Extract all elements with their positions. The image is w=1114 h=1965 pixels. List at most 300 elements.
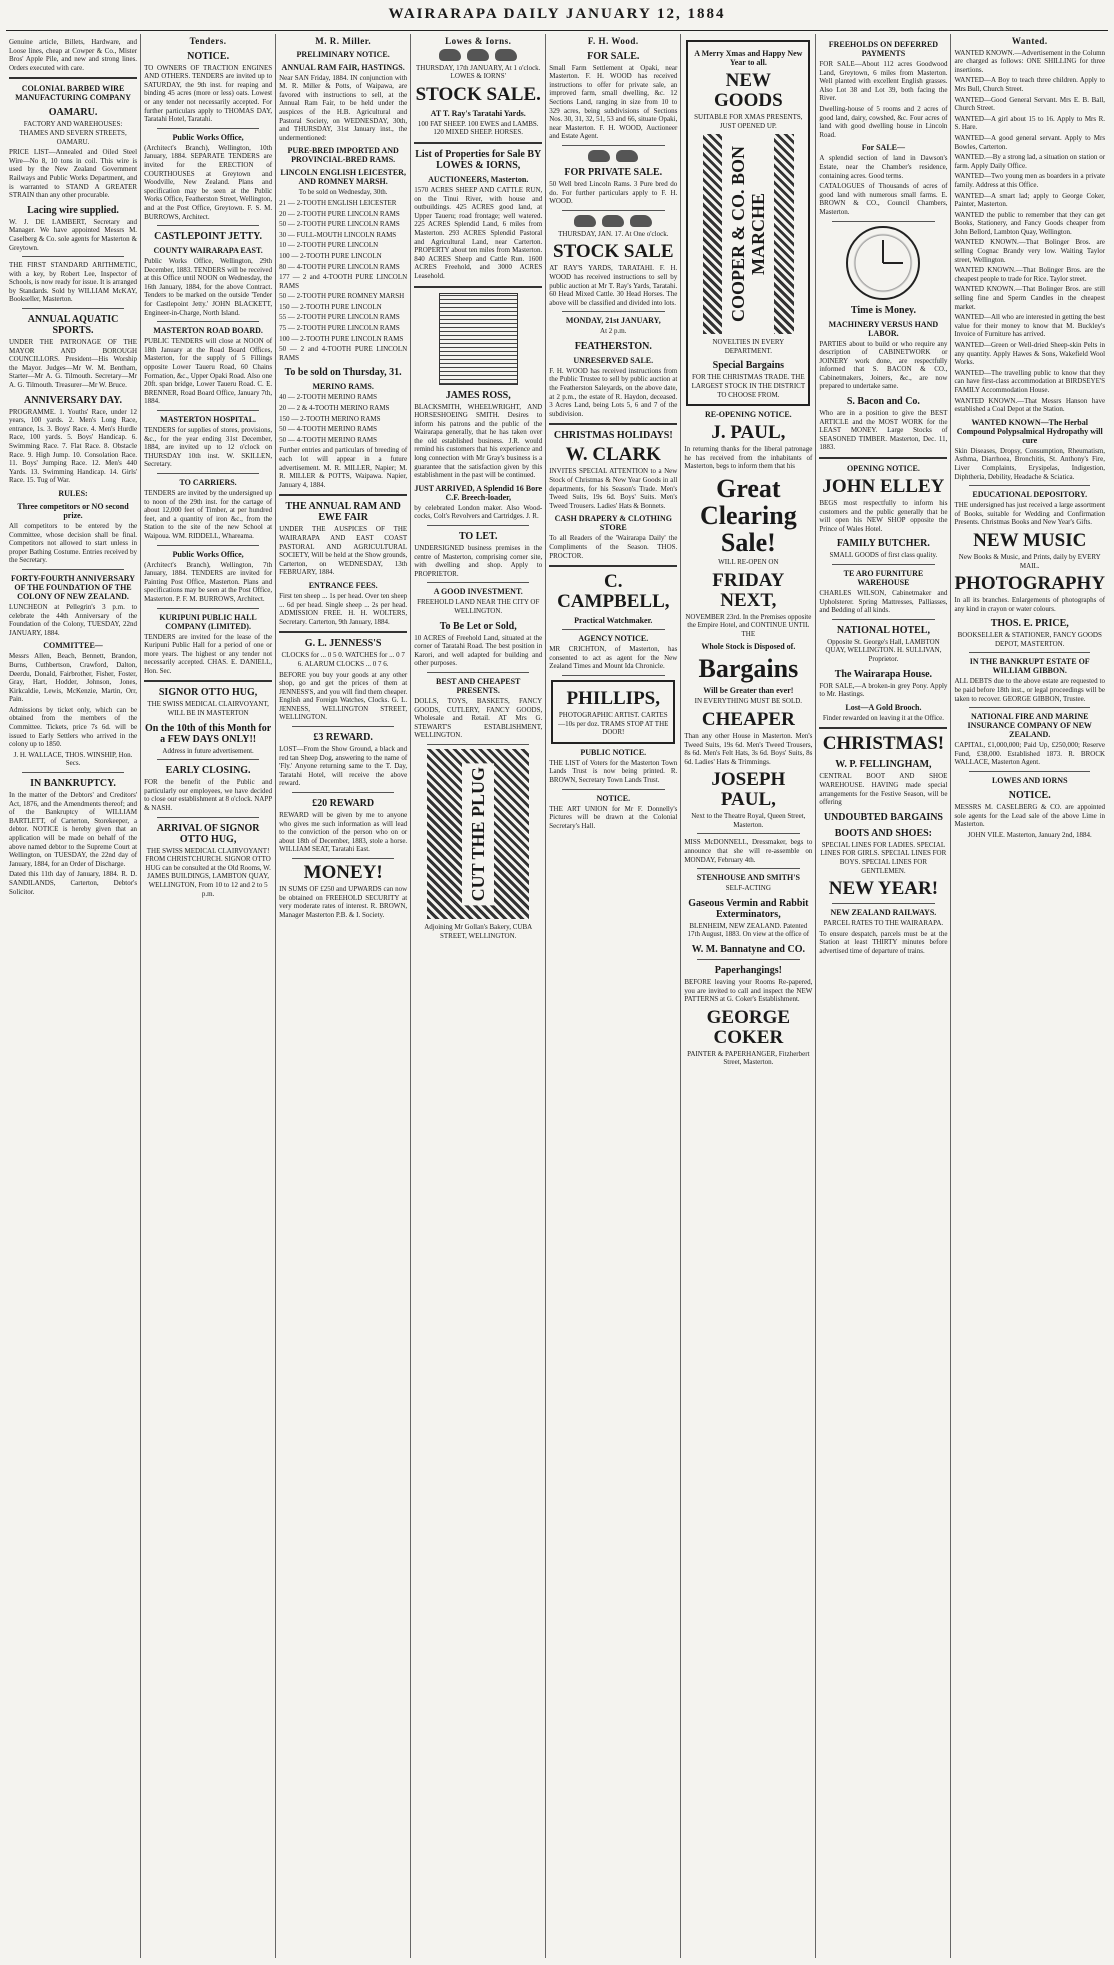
herbal-compound-heading: WANTED KNOWN—The Herbal Compound Polypsalmical Hydropathy will cure — [956, 417, 1103, 445]
agency-text: MR CRICHTON, of Masterton, has consented to act as agent for the New Zealand Times and Mount Ida Chronicle. — [549, 645, 678, 671]
lot-item: 50 — 4-TOOTH MERINO RAMS — [279, 425, 377, 434]
divider — [414, 286, 542, 288]
elley-text: BEGS most respectfully to inform his customers and the public generally that he will open his NEW SHOP opposite the Prince of Wales Hotel. — [819, 499, 948, 533]
merry-xmas-heading: A Merry Xmas and Happy New Year to all. — [694, 49, 803, 67]
kuripuni-text: TENDERS are invited for the lease of the Kuripuni Public Hall for a period of one or more years. The highest or any tender not necessarily accepted. CHAS. E. DANIELL, Hon. Sec. — [144, 632, 273, 675]
competitors-heading: Three competitors or NO second prize. — [17, 501, 129, 520]
admission-text: Admissions by ticket only, which can be obtained from the members of the Committee. Tickets, price 7s 6d. will be issued to Early Settlers who arrived in the colony up to 1850. — [9, 705, 138, 749]
jenness-text: BEFORE you buy your goods at any other shop, go and get the prices of them at JENNESS'S, and you will find them cheaper. English and Foreign Watches, Clocks. G. L. JENNESS, WELLINGTON STREET, WELLINGTON. — [279, 670, 408, 722]
money-heading: MONEY! — [303, 862, 383, 883]
otto-hug-heading: SIGNOR OTTO HUG, — [158, 687, 258, 699]
wednesday-text: To be sold on Wednesday, 30th. — [298, 188, 388, 197]
coker-text: PAINTER & PAPERHANGER, Fitzherbert Street, Masterton. — [687, 1049, 810, 1067]
lot-item: 150 — 2-TOOTH PURE LINCOLN — [279, 302, 382, 311]
divider — [157, 225, 259, 226]
time-text: At 2 p.m. — [600, 327, 627, 336]
freeholds-heading: FREEHOLDS ON DEFERRED PAYMENTS — [828, 40, 939, 58]
stock-sale-heading: STOCK SALE. — [415, 83, 541, 105]
christmas-trade-text: FOR THE CHRISTMAS TRADE. THE LARGEST STOCK IN THE DISTRICT TO CHOOSE FROM. — [691, 373, 806, 399]
unreserved-heading: UNRESERVED SALE. — [573, 355, 654, 365]
voters-text: THE LIST of Voters for the Masterton Town Lands Trust is now being printed. R. BROWN, Secretary Town Lands Trust. — [549, 758, 678, 784]
barbed-wire-heading: COLONIAL BARBED WIRE MANUFACTURING COMPANY — [15, 84, 131, 103]
joseph-paul-heading: JOSEPH PAUL, — [711, 769, 786, 811]
factory-text: FACTORY AND WAREHOUSES: THAMES AND SEVERN STREETS, OAMARU. — [19, 120, 127, 146]
ram-fair-heading: ANNUAL RAM FAIR, HASTINGS. — [281, 62, 405, 72]
reward-20-heading: £20 REWARD — [312, 798, 375, 810]
livestock-illustration — [414, 49, 542, 61]
te-aro-heading: TE ARO FURNITURE WAREHOUSE — [843, 569, 924, 587]
divider — [819, 457, 947, 459]
divider — [969, 485, 1090, 486]
greater-than-ever-heading: Will be Greater than ever! — [703, 686, 794, 696]
masthead: WAIRARAPA DAILY JANUARY 12, 1884 — [388, 6, 726, 22]
private-sale-heading: FOR PRIVATE SALE. — [564, 166, 663, 178]
wanted-item: WANTED the public to remember that they can get Books, Stationery, and Fancy Goods cheaper from John Bellord, Lambton Quay, Wellington. — [954, 210, 1106, 236]
friday-next-heading: FRIDAY NEXT, — [712, 569, 785, 611]
sale-date-text: THURSDAY, 17th JANUARY, At 1 o'clock. LOWES & IORNS' — [416, 63, 541, 81]
wanted-item: WANTED—Good General Servant. Mrs E. B. Ball, Church Street. — [954, 95, 1106, 113]
road-board-heading: MASTERTON ROAD BOARD. — [153, 326, 263, 336]
public-works-heading: Public Works Office, — [172, 132, 244, 142]
undoubted-bargains-heading: UNDOUBTED BARGAINS — [823, 811, 943, 823]
presents-text: DOLLS, TOYS, BASKETS, FANCY GOODS, CUTLERY, FANCY GOODS, Wholesale and Retail. AT Mrs G. STEWART'S ESTABLISHMENT, WELLINGTON. — [414, 696, 543, 740]
charles-wilson-text: CHARLES WILSON, Cabinetmaker and Upholsterer. Spring Mattresses, Palliasses, and Bedding of all kinds. — [819, 589, 948, 615]
for-sale-heading: FOR SALE. — [587, 50, 640, 62]
gold-brooch-heading: Lost—A Gold Brooch. — [845, 702, 922, 712]
anniversary-day-heading: ANNIVERSARY DAY. — [24, 394, 123, 406]
special-lines-text: SPECIAL LINES FOR LADIES. SPECIAL LINES FOR GIRLS. SPECIAL LINES FOR BOYS. SPECIAL LINES FOR GENTLEMEN. — [820, 840, 947, 875]
divider — [292, 726, 394, 727]
arithmetic-ad: THE FIRST STANDARD ARITHMETIC, with a key, by Robert Lee, Inspector of Schools, is now ready for issue. It is arranged by Standards. Sold by WILLIAM McKAY, Bookseller, Masterton. — [9, 261, 138, 304]
grey-pony-text: FOR SALE,—A broken-in grey Pony. Apply to Mr. Hastings. — [819, 681, 948, 699]
music-text: New Books & Music, and Prints, daily by EVERY MAIL. — [958, 552, 1101, 570]
phillips-heading: PHILLIPS, — [566, 687, 660, 709]
chuck-plug-illustration — [427, 749, 529, 919]
cattle-illustration — [549, 215, 677, 227]
reopening-heading: RE-OPENING NOTICE. — [705, 410, 792, 420]
column-3 — [276, 34, 411, 1958]
for-sale-heading: For SALE— — [861, 143, 905, 153]
reward-3-heading: £3 REWARD. — [313, 732, 373, 744]
small-goods-text: SMALL GOODS of first class quality. — [829, 551, 938, 560]
address-text: Address in future advertisement. — [162, 746, 254, 755]
divider — [22, 256, 124, 257]
bookseller-text: BOOKSELLER & STATIONER, FANCY GOODS DEPOT, MASTERTON. — [957, 631, 1102, 648]
investment-heading: A GOOD INVESTMENT. — [433, 587, 523, 597]
whole-stock-heading: Whole Stock is Disposed of. — [701, 642, 796, 652]
breech-loader-text: by celebrated London maker. Also Wood-cocks, Colt's Revolvers and Cartridges. J. R. — [414, 503, 543, 521]
divider — [832, 564, 934, 565]
w-clark-text: INVITES SPECIAL ATTENTION to a New Stock of Christmas & New Year Goods in all departments, for his Season's Trade. Men's Tweed Suits, 19s 6d. Boys' Suits. Men's Tweed Trousers. Ladies' Hats & Bonnets. — [549, 467, 678, 510]
diseases-list: Skin Diseases, Dropsy, Consumption, Rheumatism, Asthma, Diarrhoea, Bronchitis, St. Anthony's Fire, Liver Complaints, Erysipelas, Indigestion, Diphtheria, Debility, Headache & Sciatica. — [954, 446, 1106, 481]
reopen-text: WILL RE-OPEN ON — [718, 557, 779, 566]
divider — [819, 727, 947, 729]
railways-heading: NEW ZEALAND RAILWAYS. — [830, 908, 937, 918]
notice-heading: NOTICE. — [596, 793, 631, 803]
new-year-heading: NEW YEAR! — [828, 878, 939, 900]
notice-heading: NOTICE. — [187, 50, 230, 62]
notice-heading: NOTICE. — [1008, 790, 1051, 802]
wanted-item: WANTED KNOWN.—That Bolinger Bros. are selling Cognac Brandy very low. Waiting Taylor street, Wellington. — [954, 238, 1106, 264]
divider — [279, 631, 407, 633]
few-days-heading: On the 10th of this Month for a FEW DAYS ONLY!! — [145, 722, 272, 745]
divider — [549, 565, 677, 567]
cooper-bon-marche-illustration — [703, 134, 794, 334]
campbell-heading: C. CAMPBELL, — [557, 571, 670, 613]
lot-item: 10 — 2-TOOTH PURE LINCOLN — [279, 241, 379, 250]
fellingham-heading: W. P. FELLINGHAM, — [835, 759, 932, 771]
wanted-item: WANTED—A good general servant. Apply to Mrs Bowles, Carterton. — [954, 133, 1106, 151]
price-heading: THOS. E. PRICE, — [990, 618, 1069, 630]
insurance-heading: NATIONAL FIRE AND MARINE INSURANCE COMPANY OF NEW ZEALAND. — [967, 712, 1092, 740]
carriers-heading: TO CARRIERS. — [179, 477, 237, 487]
self-acting-text: SELF-ACTING — [725, 884, 771, 893]
stock-sale-heading-2: STOCK SALE — [553, 241, 674, 263]
lot-item: 50 — 2 and 4-TOOTH PURE LINCOLN RAMS — [279, 345, 408, 362]
lincoln-rams-text: 50 Well bred Lincoln Rams. 3 Pure bred do do. For further particulars apply to F. H. WOOD. — [549, 179, 678, 206]
divider — [832, 619, 934, 620]
wanted-item: WANTED—A smart lad; apply to George Coker, Painter, Masterton. — [954, 191, 1106, 209]
premises-text: NOVEMBER 23rd. In the Premises opposite the Empire Hotel, and CONTINUE UNTIL THE — [685, 612, 812, 638]
price-list-text: PRICE LIST—Annealed and Oiled Steel Wire—No 8, 10 tons in coil. This wire is used by the New Zealand Government Railways and Public Works Department, and is warranted to STAND A GREATER STRAIN than any other procurable. — [9, 148, 138, 200]
lot-item: 80 — 4-TOOTH PURE LINCOLN RAMS — [279, 262, 400, 271]
goodwood-text: FOR SALE—About 112 acres Goodwood Land, Greytown, 6 miles from Masterton. Well planted with excellent English grasses. Also Lot 38 and Lot 39, both facing the River. — [819, 60, 948, 103]
bankruptcy-date: Dated this 11th day of January, 1884. R. D. SANDILANDS, Carterton, Debtor's Solicitor. — [9, 870, 138, 896]
wanted-item: WANTED—A girl about 15 to 16. Apply to Mrs R. S. Hare. — [954, 114, 1106, 132]
clearing-sale-heading: Great Clearing Sale! — [699, 473, 797, 557]
divider — [969, 652, 1090, 653]
stock-list: 100 FAT SHEEP. 100 EWES and LAMBS. 120 MIXED SHEEP. HORSES. — [417, 119, 539, 137]
column-4 — [411, 34, 546, 1958]
early-closing-text: FOR the benefit of the Public and particularly our employees, we have decided to close our establishment at 8 o'clock. NAPP & NASH. — [144, 778, 273, 813]
divider — [157, 545, 259, 546]
to-let-text: UNDERSIGNED business premises in the centre of Masterton, comprising corner site, with dwelling and shop. Apply to PROPRIETOR. — [414, 544, 543, 578]
boot-warehouse-text: CENTRAL BOOT AND SHOE WAREHOUSE. HAVING made special arrangements for the Festive Season, will be offering — [819, 772, 948, 807]
wanted-item: WANTED—A Boy to teach three children. Apply to Mrs Bull, Church Street. — [954, 76, 1106, 93]
preliminary-heading: PRELIMINARY NOTICE. — [296, 49, 390, 59]
bankrupt-estate-heading: IN THE BANKRUPT ESTATE OF WILLIAM GIBBON. — [969, 657, 1090, 676]
watchmaker-heading: Practical Watchmaker. — [574, 616, 653, 626]
seasoned-timber-text: Who are in a position to give the BEST ARTICLE and the MOST WORK for the LEAST MONEY. Large Stocks of SEASONED TIMBER. Masterton, Dec. 11, 1883. — [819, 409, 948, 452]
machinery-heading: MACHINERY VERSUS HAND LABOR. — [828, 319, 939, 338]
photography-text: In all its branches. Enlargements of photographs of any kind in crayon or water colours. — [954, 596, 1106, 613]
wanted-item: WANTED—The travelling public to know that they can have first-class accommodation at BIRDSEYE'S FAMILY Accommodation House. — [954, 368, 1106, 394]
public-notice-heading: PUBLIC NOTICE. — [580, 747, 647, 757]
hospital-heading: MASTERTON HOSPITAL. — [160, 415, 257, 424]
parcel-rates-text: PARCEL RATES TO THE WAIRARAPA. — [823, 919, 944, 928]
wanted-item: WANTED—All who are interested in getting the best value for their money to know that M. Buckley's Invoice of Furniture has arrived. — [954, 313, 1106, 339]
james-ross-text: BLACKSMITH, WHEELWRIGHT, AND HORSESHOEING SMITH. Desires to inform his patrons and the public of the Wairarapa generally, that he has taken over the old established business. J.R. would remind his customers that his experience and long connection with Mr Gray's business is a guarantee that the satisfaction given by this establishment in the past will be continued. — [414, 402, 543, 480]
committee-heading: COMMITTEE— — [43, 641, 103, 651]
lowes-iorns-heading: LOWES AND IORNS — [991, 776, 1068, 786]
castlepoint-heading: CASTLEPOINT JETTY. — [154, 231, 262, 243]
lot-item: 55 — 2-TOOTH PURE LINCOLN RAMS — [279, 313, 400, 322]
further-entries-text: Further entries and particulars of breeding of each lot will appear in a future advertisement. M. R. MILLER, Napier; M. R. MILLER & POTTS, Waipawa. Napier, January 4, 1884. — [279, 446, 408, 489]
theatre-royal-text: Next to the Theatre Royal, Queen Street, Masterton. — [691, 812, 806, 829]
bankruptcy-text: In the matter of the Debtors' and Creditors' Act, 1876, and the Amendments thereof; and of the Bankruptcy of WILLIAM BARTLETT, of Carterton, Storekeeper, a debtor. NOTICE is hereby given that an application will be made on behalf of the above named debtor to the Supreme Court at Wellington, on TUESDAY, the 22nd day of January, 1884, for an Order of Discharge. — [9, 791, 138, 868]
price-list: Than any other House in Masterton. Men's Tweed Suits, 19s 6d. Men's Tweed Trousers, 8s 6d. Men's Felt Hats, 3s 6d. Boys' Suits, 8s 6d. Ladies' Hats & Trimmings. — [684, 731, 813, 766]
thursday-text: THURSDAY, JAN. 17. At One o'clock. — [558, 229, 669, 238]
wanted-item: WANTED—Two young men as boarders in a private family. Address at this Office. — [954, 172, 1106, 189]
bargains-heading: Bargains — [698, 654, 799, 684]
entrance-fees-heading: ENTRANCE FEES. — [308, 580, 378, 590]
divider — [697, 833, 799, 834]
new-goods-ad — [686, 40, 810, 406]
paperhangings-heading: Paperhangings! — [714, 965, 782, 977]
divider — [832, 903, 934, 904]
christmas-heading: CHRISTMAS! — [822, 733, 945, 755]
divider — [562, 311, 664, 312]
lost-dog-text: LOST—From the Show Ground, a black and red tan Sheep Dog, answering to the name of 'Fly.' Anyone returning same to the T. Day, Taratahi Hotel, will receive the above reward. — [279, 745, 408, 788]
lot-item: 21 — 2-TOOTH ENGLISH LEICESTER — [279, 198, 397, 207]
taratahi-yards-heading: AT T. Ray's Taratahi Yards. — [430, 108, 526, 118]
to-let-heading: TO LET. — [458, 531, 498, 543]
divider — [414, 142, 542, 144]
must-be-sold-text: IN EVERYTHING MUST BE SOLD. — [694, 697, 803, 706]
xmas-presents-text: SUITABLE FOR XMAS PRESENTS, JUST OPENED UP. — [694, 113, 803, 130]
john-vile-text: JOHN VILE. Masterton, January 2nd, 1884. — [967, 830, 1092, 839]
jenness-heading: G. L. JENNESS'S — [304, 638, 382, 650]
divider — [157, 759, 259, 760]
wairarapa-house-heading: The Wairarapa House. — [834, 668, 933, 680]
cooper-bon-marche-text: COOPER & CO. BON MARCHE — [722, 134, 774, 334]
lot-item: 50 — 2-TOOTH PURE ROMNEY MARSH — [279, 292, 405, 301]
christmas-holidays-heading: CHRISTMAS HOLIDAYS! — [553, 430, 673, 442]
properties-heading: List of Properties for Sale BY LOWES & IORNS, — [415, 148, 542, 171]
column-header: Tenders. — [189, 36, 227, 46]
divider — [22, 569, 124, 570]
opening-notice-heading: OPENING NOTICE. — [846, 464, 920, 474]
committee-names: Messrs Allen, Beach, Bennett, Brandon, Burns, Cuthbertson, Crawford, Dalton, Deerdu, Donald, Fairbrother, Fisher, Foster, Gray, Hart, Hodder, Johnson, Jones, Kirkcaldie, Lewis, McKenzie, Martin, Orr, Pain. — [9, 652, 138, 704]
divider — [562, 675, 664, 676]
entrance-fees-text: First ten sheep ... 1s per head. Over ten sheep ... 6d per head. Single sheep ... 2s per head. ADMISSION FREE. H. H. WOLTERS, Secretary. Carterton, 9th January, 1884. — [279, 591, 408, 626]
rules-heading: RULES: — [58, 488, 88, 498]
family-butcher-heading: FAMILY BUTCHER. — [836, 538, 930, 550]
national-hotel-heading: NATIONAL HOTEL, — [836, 624, 930, 636]
anniversary-heading: FORTY-FOURTH ANNIVERSARY OF THE FOUNDATION OF THE COLONY OF NEW ZEALAND. — [11, 573, 136, 601]
bankruptcy-heading: IN BANKRUPTCY. — [30, 778, 116, 790]
educational-depository-heading: EDUCATIONAL DEPOSITORY. — [972, 490, 1088, 500]
blenheim-text: BLENHEIM, NEW ZEALAND. Patented 17th August, 1883. On view at the office of — [687, 921, 810, 939]
lot-list-thursday — [279, 393, 407, 444]
divider — [9, 77, 137, 79]
photography-heading: PHOTOGRAPHY — [954, 573, 1106, 595]
phillips-text: PHOTOGRAPHIC ARTIST. CARTES—10s per doz. TRAMS STOP AT THE DOOR! — [558, 710, 669, 737]
lot-item: 100 — 2-TOOTH PURE LINCOLN RAMS — [279, 334, 404, 343]
john-elley-heading: JOHN ELLEY — [822, 476, 945, 498]
new-goods-heading: NEW GOODS — [714, 70, 783, 111]
reward-20-text: REWARD will be given by me to anyone who gives me such information as will lead to the conviction of the person who on or about 18th of December, 1883, stole a horse. WILLIAM SEAT, Taratahi East. — [279, 811, 408, 854]
lot-item: 100 — 2-TOOTH PURE LINCOLN — [279, 251, 382, 260]
aquatic-patronage: UNDER THE PATRONAGE OF THE MAYOR AND BOROUGH COUNCILLORS. President—His Worship the Mayor. Judges—Mr W. M. Bentham, Starter—Mr A. G. Tilmouth. Secretary—Mr A. G. Tilmouth. Treasurer—Mr W. Bruce. — [9, 338, 138, 390]
rules-text: All competitors to be entered by the Committee, whose decision shall be final. Competitors not allowed to start unless in proper Bathing Costume. Entries received by the Secretary. — [9, 521, 138, 565]
bannatyne-heading: W. M. Bannatyne and CO. — [691, 944, 805, 956]
blacksmith-illustration — [439, 293, 518, 385]
merino-heading: MERINO RAMS. — [312, 382, 374, 392]
county-heading: COUNTY WAIRARAPA EAST. — [153, 246, 263, 256]
hon-secs: J. H. WALLACE, THOS. WINSHIP, Hon. Secs. — [13, 750, 133, 768]
despatch-text: To ensure despatch, parcels must be at the Station at least THIRTY minutes before advertised time of departure of trains. — [819, 929, 948, 955]
divider — [969, 771, 1090, 772]
george-coker-heading: GEORGE COKER — [706, 1006, 791, 1048]
luncheon-text: LUNCHEON at Pellegrin's 3 p.m. to celebrate the 44th Anniversary of the Foundation of the Colony, TUESDAY, 22nd JANUARY, 1884. — [9, 602, 138, 637]
lot-item: 40 — 2-TOOTH MERINO RAMS — [279, 393, 377, 402]
carriers-text: TENDERS are invited by the undersigned up to noon of the 29th inst. for the cartage of about 12,000 feet of Timber, at per hundred feet, and a quantity of iron &c., from the Station to the site of the new School at Waipoua. WM. RIDDELL, Whareama. — [144, 488, 273, 540]
divider — [157, 817, 259, 818]
masthead-rule — [6, 30, 1108, 31]
column-header: M. R. Miller. — [315, 36, 372, 46]
thanks-text: In returning thanks for the liberal patronage he has received from the inhabitants of Masterton, begs to inform them that his — [684, 445, 813, 471]
divider — [157, 321, 259, 322]
columns — [6, 34, 1108, 1958]
public-works-heading-2: Public Works Office, — [172, 549, 244, 559]
novelties-text: NOVELTIES IN EVERY DEPARTMENT. — [712, 338, 785, 355]
divider — [697, 959, 799, 960]
divider — [549, 423, 677, 425]
art-union-text: THE ART UNION for Mr F. Donnelly's Pictures will be drawn at the Colonial Secretary's Hall. — [549, 804, 678, 830]
boots-shoes-heading: BOOTS AND SHOES: — [834, 827, 933, 839]
books-text: THE undersigned has just received a large assortment of Books, suitable for Wedding and Confirmation Presents. Christmas Books and New Year's Gifts. — [954, 501, 1106, 527]
divider — [22, 772, 124, 773]
arrival-heading: ARRIVAL OF SIGNOR OTTO HUG, — [156, 822, 260, 845]
divider — [832, 221, 934, 222]
caselberg-text: MESSRS M. CASELBERG & CO. are appointed sole agents for the Lead sale of the above Lime in Masterton. — [954, 803, 1106, 829]
rays-yards-text: AT RAY'S YARDS, TARATAHI. F. H. WOOD has received instructions to sell by public auction at Mr T. Ray's Yards, Taratahi. 60 Head Mixed Cattle. 30 Head Horses. The above will be classified and divided into lots. — [549, 264, 678, 307]
unreserved-text: F. H. WOOD has received instructions from the Public Trustee to sell by public auction at the Featherston Saleyards, on the above date, at 2 p.m., the estate of R. Haydon, deceased. 3 Acres Land, being Lots 5, 6 and 7 of the subdivision. — [549, 366, 678, 418]
traction-engines-text: TO OWNERS OF TRACTION ENGINES AND OTHERS. TENDERS are invited up to SATURDAY, the 9th inst. for reaping and binding 45 acres (more or less) oats. Lowest or any tender not necessarily accepted. For further particulars apply to THOMAS DAY, Taratahi Hotel, Taratahi. — [144, 63, 273, 124]
money-text: IN SUMS OF £250 and UPWARDS can now be obtained on FREEHOLD SECURITY at very moderate rates of interest. R. BROWN, Manager Masterton P.B. & I. Society. — [279, 885, 408, 919]
lot-item: 20 — 2-TOOTH PURE LINCOLN RAMS — [279, 209, 400, 218]
divider — [157, 128, 259, 129]
column-header: F. H. Wood. — [587, 36, 639, 46]
divider — [157, 410, 259, 411]
ram-ewe-fair-text: UNDER THE AUSPICES OF THE WAIRARAPA AND EAST COAST PASTORAL AND AGRICULTURAL SOCIETY, Will be held at the Show grounds, Carterton, on WEDNESDAY, 13th FEBRUARY, 1884. — [279, 525, 408, 577]
paperhangings-text: BEFORE leaving your Rooms Re-papered, you are invited to call and inspect the NEW PATTERNS at G. Coker's Establishment. — [684, 978, 813, 1004]
opaki-text: Small Farm Settlement at Opaki, near Masterton. F. H. WOOD has received instructions to offer for private sale, an improved farm, small dwelling, &c. 12 Sections Land, ranging in size from 10 to 329 acres, being subdivisions of Sections Nos. 30, 31, 32, 51, 53 and 66, situate Opaki, near Masterton. F. H. WOOD, Auctioneer and Estate Agent. — [549, 63, 678, 141]
bakery-text: Adjoining Mr Gollan's Bakery, CUBA STREET, WELLINGTON. — [424, 922, 533, 940]
divider — [22, 308, 124, 309]
road-board-text: PUBLIC TENDERS will close at NOON of 18th January at the Road Board Offices, Masterton, for the supply of 5 Fillings opposite Lower Taueru Road, 60 Chains Formation, &c., Upper Opaki Road. Also one 20ft. span bridge, Lower Taueru Road. C. E. BRENNER, Road Board Office, January 7th, 1884. — [144, 337, 273, 406]
divider — [427, 672, 529, 673]
jetty-text: Public Works Office, Wellington, 29th December, 1883. TENDERS will be received at this Office until NOON on Wednesday, the 16th January, 1884, for the above Contract. Tenders to be marked on the outside 'Tender for Castlepoint Jetty.' JOHN BLACKETT, Engineer-in-Charge, North Island. — [144, 257, 273, 317]
lot-item: 150 — 2-TOOTH MERINO RAMS — [279, 414, 381, 423]
column-8 — [951, 34, 1108, 1958]
properties-text: 1570 ACRES SHEEP AND CATTLE RUN, on the Tinui River, with house and outbuildings. 425 ACRES good land, at Upper Taueru; road frontage; well watered. 225 ACRES Splendid Land, 6 miles from Masterton. 293 ACRES Splendid Pastoral and Agricultural Land, near Carterton. PROPERTY about ten miles from Masterton. 840 ACRES Sheep and Cattle Run. 1600 ACRES Freehold, and 3000 ACRES Leasehold. — [414, 185, 543, 280]
column-1 — [6, 34, 141, 1958]
divider — [969, 707, 1090, 708]
divider — [292, 858, 394, 859]
monday-heading: MONDAY, 21st JANUARY, — [565, 316, 661, 326]
column-6 — [681, 34, 816, 1958]
new-music-heading: NEW MUSIC — [973, 529, 1087, 551]
thursday-heading: To be sold on Thursday, 31. — [284, 367, 402, 379]
breech-loader-heading: JUST ARRIVED, A Splendid 16 Bore C.F. Breech-loader, — [414, 483, 543, 502]
catalogues-text: CATALOGUES of Thousands of acres of good land with numerous small farms. E. BROWN & CO., Council Chambers, Masterton. — [819, 182, 948, 216]
divider — [562, 789, 664, 790]
ram-ewe-fair-heading: THE ANNUAL RAM AND EWE FAIR — [285, 501, 401, 524]
kuripuni-heading: KURIPUNI PUBLIC HALL COMPANY (LIMITED). — [159, 612, 257, 631]
divider — [427, 582, 529, 583]
column-2 — [141, 34, 276, 1958]
lot-item: 50 — 4-TOOTH MERINO RAMS — [279, 435, 377, 444]
ram-fair-text: Near SAN Friday, 1884. IN conjunction with M. R. Miller & Potts, of Waipawa, are favored with instructions to sell, at the Annual Ram Fair, to be held under the auspices of the H.B. Agricultural and Pastoral Society, on WEDNESDAY, 30th, and THURSDAY, 31st January inst., the undermentioned: — [279, 73, 408, 142]
clairvoyant-text: THE SWISS MEDICAL CLAIRVOYANT, WILL BE IN MASTERTON — [147, 700, 269, 718]
divider — [427, 744, 529, 745]
courthouses-text: (Architect's Branch), Wellington, 10th January, 1884. SEPARATE TENDERS are invited for the ERECTION of COURTHOUSES at Greytown and Woodville, New Zealand. Plans and specification may be seen at the Public Works Office, Featherston Street, Wellington, and at the Post Office, Greytown. F. S. M. BURROWS, Architect. — [144, 143, 273, 221]
divider — [427, 525, 529, 526]
lot-list-wednesday — [279, 199, 407, 363]
time-is-money-heading: Time is Money. — [850, 304, 916, 316]
column-1-intro: Genuine article, Billets, Hardware, and Loose lines, cheap at Cowper & Co., Mister Bros' Apple Pile, and new and strong lines. Orders executed with care. — [9, 38, 138, 72]
dwelling-text: Dwelling-house of 5 rooms and 2 acres of good land, dairy, cowshed, &c. Four acres of land with good dwelling house in Lincoln Road. — [819, 104, 948, 139]
presents-heading: BEST AND CHEAPEST PRESENTS. — [436, 676, 521, 695]
divider — [562, 145, 664, 146]
programme-text: PROGRAMME. 1. Youths' Race, under 12 years, 100 yards. 2. Men's Long Race, entrance, 1s. 3. Boys' Race. 4. Men's Hurdle Race, 100 yards. 5. Boys' Handicap. 6. Swimming Race. 7. Flat Race. 8. Obstacle Race. 9. High Jump. 10. Consolation Race. 11. Boys' Jumping Race. 12. Men's 440 Yards. 13. Swimming Handicap. 14. Girls' Race. 15. Tug of War. — [9, 407, 138, 485]
dressmaker-text: MISS McDONNELL, Dressmaker, begs to announce that she will re-assemble on MONDAY, February 4th. — [684, 838, 813, 864]
divider — [292, 792, 394, 793]
painting-text: (Architect's Branch), Wellington, 7th January, 1884. TENDERS are invited for Painting Post Office, Masterton. Plans and specifications may be seen at the Post Office, Masterton. P. F. M. BURROWS, Architect. — [144, 560, 273, 603]
wanted-item: WANTED KNOWN.—That Bolinger Bros. are the cheapest people to trade for Rice. Taylor street. — [954, 266, 1106, 283]
lot-item: 20 — 2 & 4-TOOTH MERINO RAMS — [279, 404, 390, 413]
freehold-text: FREEHOLD LAND NEAR THE CITY OF WELLINGTON. — [417, 598, 540, 615]
j-paul-heading: J. PAUL, — [711, 422, 786, 444]
divider — [157, 608, 259, 609]
let-or-sold-heading: To Be Let or Sold, — [439, 620, 517, 632]
auctioneers-heading: AUCTIONEERS, Masterton. — [428, 174, 529, 184]
lot-item: 177 — 2 and 4-TOOTH PURE LINCOLN RAMS — [279, 273, 408, 290]
let-or-sold-text: 10 ACRES of Freehold Land, situated at the corner of Taratahi Road. The best position in Karori, and well adapted for building and other purposes. — [414, 633, 543, 668]
pure-bred-heading: PURE-BRED IMPORTED AND PROVINCIAL-BRED RAMS. — [287, 146, 399, 165]
chuck-plug-text: CUT THE PLUG — [462, 763, 494, 905]
lot-item: 50 — 2-TOOTH PURE LINCOLN RAMS — [279, 220, 400, 229]
column-7 — [816, 34, 951, 1958]
stenhouse-heading: STENHOUSE AND SMITH'S — [696, 873, 800, 883]
lot-item: 30 — FULL-MOUTH LINCOLN RAMS — [279, 230, 397, 239]
sheep-illustration — [549, 150, 677, 162]
agency-notice-heading: AGENCY NOTICE. — [578, 634, 649, 644]
cabinetwork-text: PARTIES about to build or who require any description of CABINETWORK or JOINERY work done, are respectfully informed that S. BACON & CO., Cabinetmakers, Joiners, &c., are now prepared to undertake same. — [819, 339, 948, 391]
wanted-item: WANTED KNOWN.—Advertisement in the Column are charged as follows: ONE SHILLING for three insertions. — [954, 48, 1106, 74]
secretary-text: W. J. DE LAMBERT, Secretary and Manager. We have appointed Messrs M. Caselberg & Co. sole agents for Masterton & Greytown. — [9, 217, 138, 252]
cash-drapery-heading: CASH DRAPERY & CLOTHING STORE — [554, 514, 672, 533]
clock-icon — [846, 226, 920, 300]
lincoln-heading: LINCOLN ENGLISH LEICESTER, AND ROMNEY MARSH. — [280, 168, 406, 187]
brooch-text: Finder rewarded on leaving it at the Office. — [822, 713, 944, 722]
w-clark-heading: W. CLARK — [565, 444, 661, 466]
divider — [279, 494, 407, 496]
dawson-estate-text: A splendid section of land in Dawson's Estate, near the Chamber's residence, containing acres. Good terms. — [819, 154, 948, 180]
divider — [562, 210, 664, 211]
wanted-item: WANTED KNOWN.—That Messrs Hanson have established a Coal Depot at the Station. — [954, 396, 1106, 414]
clocks-prices: CLOCKS for ... 0 5 0. WATCHES for ... 0 7 6. ALARUM CLOCKS ... 0 7 6. — [281, 651, 405, 668]
bacon-heading: S. Bacon and Co. — [846, 396, 920, 408]
hospital-text: TENDERS for supplies of stores, provisions, &c., for the year ending 31st December, 1884, are invited up to 12 o'clock on THURSDAY 10th inst. W. SKILLEN, Secretary. — [144, 426, 273, 469]
wanted-item: WANTED.—By a strong lad, a situation on station or farm. Apply Daily Office. — [954, 153, 1106, 170]
column-header: Wanted. — [1011, 36, 1048, 46]
phillips-ad — [551, 680, 675, 744]
featherston-heading: FEATHERSTON. — [574, 340, 652, 352]
lacing-wire-heading: Lacing wire supplied. — [27, 204, 119, 216]
lot-item: 75 — 2-TOOTH PURE LINCOLN RAMS — [279, 324, 400, 333]
arrival-text: THE SWISS MEDICAL CLAIRVOYANT! FROM CHRISTCHURCH. SIGNOR OTTO HUG can be consulted at the Old Rooms, W. JAMES BUILDINGS, LAMBTON QUAY, WELLINGTON, From 10 to 12 and 2 to 5 p.m. — [145, 846, 271, 898]
hotel-text: Opposite St. George's Hall, LAMBTON QUAY, WELLINGTON. H. SULLIVAN, Proprietor. — [825, 637, 942, 663]
aquatic-sports-heading: ANNUAL AQUATIC SPORTS. — [27, 314, 119, 337]
capital-text: CAPITAL, £1,000,000; Paid Up, £250,000; Reserve Fund, £38,000. Established 1873. R. BROCK WALLACE, Masterton Agent. — [954, 741, 1106, 767]
exterminators-heading: Gaseous Vermin and Rabbit Exterminators, — [688, 897, 809, 920]
column-5 — [546, 34, 681, 1958]
cheaper-heading: CHEAPER — [701, 708, 795, 730]
proctor-text: To all Readers of the 'Wairarapa Daily' the Compliments of the Season. THOS. PROCTOR. — [549, 534, 678, 560]
